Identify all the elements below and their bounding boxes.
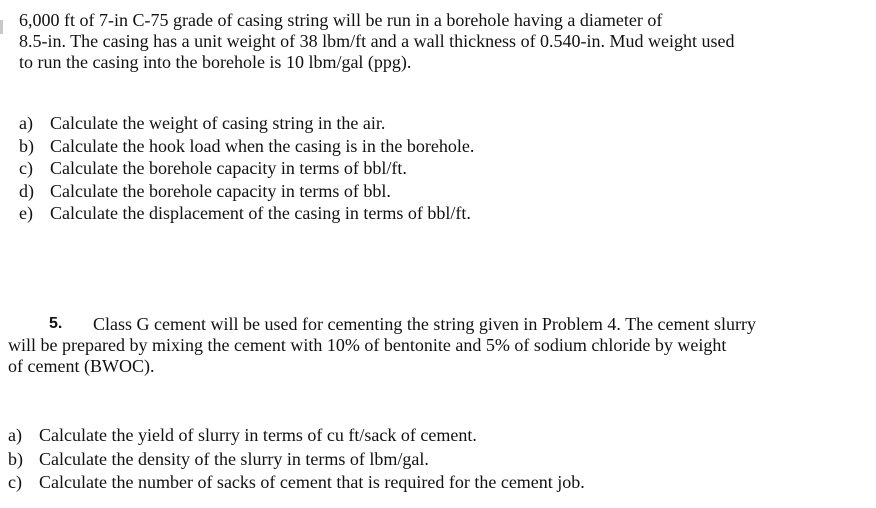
question-text: Calculate the yield of slurry in terms of cu ft/sack of cement. xyxy=(39,425,477,445)
question-text: Calculate the weight of casing string in the air. xyxy=(50,113,386,133)
question-text: Calculate the hook load when the casing is in the borehole. xyxy=(50,135,475,156)
question-item xyxy=(19,180,474,203)
question-item xyxy=(8,448,585,472)
problem-4-statement xyxy=(19,10,869,73)
problem-5-line: will be prepared by mixing the cement with 10% of bentonite and 5% of sodium chloride by weight xyxy=(8,335,727,355)
problem-4-line: 8.5-in. The casing has a unit weight of 38 lbm/ft and a wall thickness of 0.540-in. Mud weight used xyxy=(19,31,735,51)
question-marker: a) xyxy=(19,113,33,133)
problem-5-line: Class G cement will be used for cementing the string given in Problem 4. The cement slurry xyxy=(93,314,757,334)
problem-number: 5. xyxy=(49,315,63,332)
question-marker: a) xyxy=(8,425,22,445)
question-text: Calculate the borehole capacity in terms of bbl/ft. xyxy=(50,158,407,178)
question-text: Calculate the displacement of the casing in terms of bbl/ft. xyxy=(50,203,471,223)
question-text: Calculate the borehole capacity in terms of bbl. xyxy=(50,180,391,201)
question-marker: b) xyxy=(8,448,23,469)
question-text: Calculate the number of sacks of cement that is required for the cement job. xyxy=(39,472,585,492)
question-text: Calculate the density of the slurry in terms of lbm/gal. xyxy=(39,448,429,469)
margin-marker xyxy=(0,20,3,34)
question-marker: c) xyxy=(19,158,33,178)
question-item xyxy=(19,135,474,158)
question-marker: b) xyxy=(19,135,34,156)
question-marker: e) xyxy=(19,203,33,223)
question-marker: d) xyxy=(19,180,34,201)
question-item xyxy=(19,112,474,135)
problem-5-first-line xyxy=(8,313,868,335)
problem-4-line: to run the casing into the borehole is 10 lbm/gal (ppg). xyxy=(19,52,412,72)
problem-5-questions xyxy=(8,424,585,495)
question-item xyxy=(19,157,474,180)
question-item xyxy=(19,202,474,225)
problem-4-questions xyxy=(19,112,474,225)
question-item xyxy=(8,471,585,495)
problem-4-line: 6,000 ft of 7-in C-75 grade of casing string will be run in a borehole having a diameter of xyxy=(19,10,663,30)
problem-5-line: of cement (BWOC). xyxy=(8,356,155,376)
problem-5-statement xyxy=(8,313,868,377)
question-marker: c) xyxy=(8,472,22,492)
question-item xyxy=(8,424,585,448)
